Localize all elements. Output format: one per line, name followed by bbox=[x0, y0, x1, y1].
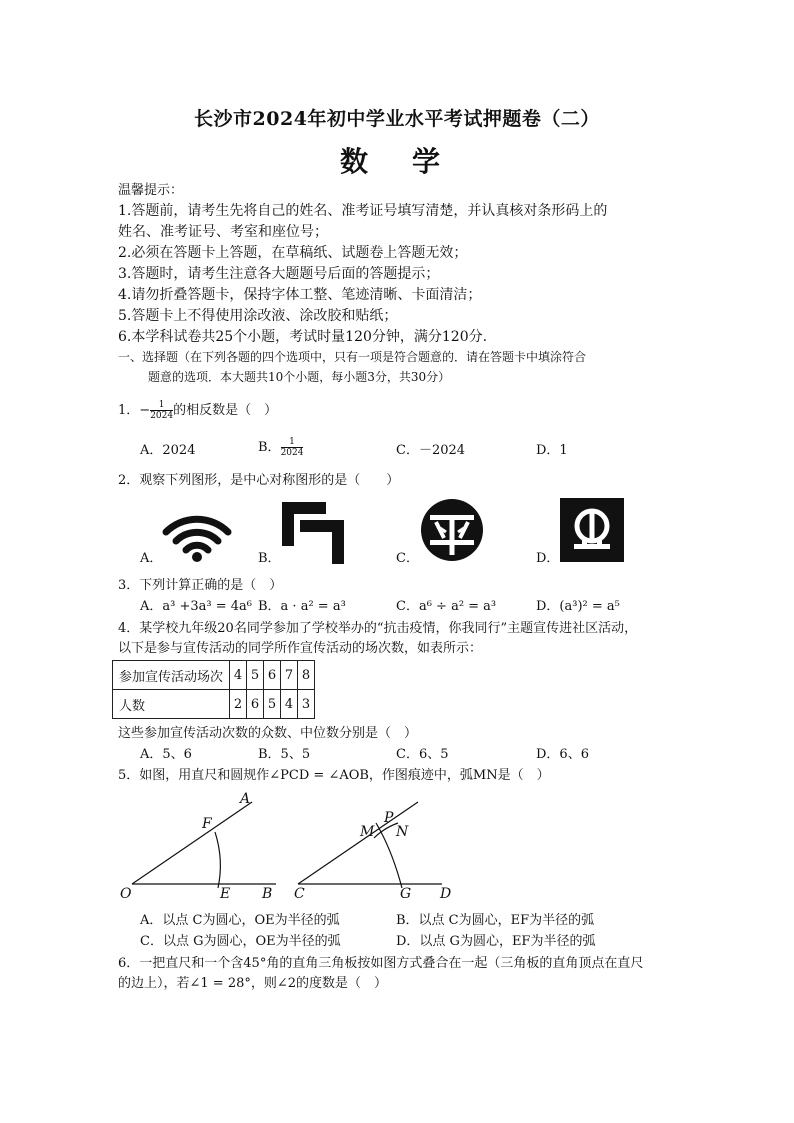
table-cell: 4 bbox=[230, 661, 247, 690]
table-cell: 4 bbox=[281, 690, 298, 719]
label-m: M bbox=[360, 824, 375, 840]
q5-option-c[interactable]: C．以点 G为圆心，OE为半径的弧 bbox=[140, 934, 341, 949]
q1-option-d[interactable]: D．1 bbox=[536, 443, 568, 458]
q1-frac-num: 1 bbox=[158, 400, 165, 410]
q5-option-b[interactable]: B．以点 C为圆心，EF为半径的弧 bbox=[396, 913, 595, 928]
q4-option-a[interactable]: A．5、6 bbox=[140, 747, 192, 762]
tip-line: 5.答题卡上不得使用涂改液、涂改胶和贴纸； bbox=[118, 308, 398, 324]
label-e: E bbox=[220, 886, 231, 902]
question-6-stem-cont: 的边上），若∠1 = 28°，则∠2的度数是（ ） bbox=[118, 976, 388, 991]
q3-option-b[interactable]: B．a · a² = a³ bbox=[258, 599, 346, 614]
q1-option-a[interactable]: A．2024 bbox=[140, 443, 196, 458]
arc-ef bbox=[215, 832, 220, 888]
section-heading-cont: 题意的选项．本大题共10个小题，每小题3分，共30分） bbox=[148, 370, 451, 384]
question-5-stem: 5．如图，用直尺和圆规作∠PCD = ∠AOB，作图痕迹中，弧MN是（ ） bbox=[118, 768, 550, 783]
table-cell: 5 bbox=[247, 661, 264, 690]
q2-option-d[interactable]: D． bbox=[536, 551, 560, 566]
label-n: N bbox=[396, 824, 409, 840]
question-4-stem-cont: 以下是参与宣传活动的同学所作宣传活动的场次数，如表所示： bbox=[118, 641, 483, 656]
q1-stem-text: 的相反数是（ ） bbox=[173, 403, 278, 418]
ray-oa bbox=[132, 802, 252, 884]
q5-option-a[interactable]: A．以点 C为圆心，OE为半径的弧 bbox=[140, 913, 340, 928]
label-o: O bbox=[120, 886, 132, 902]
ray-cp bbox=[298, 802, 418, 884]
question-6-stem: 6．一把直尺和一个含45°角的直角三角板按如图方式叠合在一起（三角板的直角顶点在直尺 bbox=[118, 956, 644, 971]
table-cell: 7 bbox=[281, 661, 298, 690]
q1-option-b-fraction bbox=[281, 437, 304, 458]
tips-heading: 温馨提示： bbox=[118, 183, 184, 198]
table-cell: 3 bbox=[298, 690, 315, 719]
railway-logo-icon bbox=[560, 498, 624, 562]
q1-frac-den: 2024 bbox=[150, 411, 174, 421]
q4-option-d[interactable]: D．6、6 bbox=[536, 747, 589, 762]
label-b: B bbox=[262, 886, 273, 902]
q5-option-d[interactable]: D．以点 G为圆心，EF为半径的弧 bbox=[396, 934, 596, 949]
q1-fraction bbox=[150, 400, 173, 421]
table-row-label: 人数 bbox=[113, 690, 230, 719]
q1-option-b-label: B． bbox=[258, 440, 281, 455]
exam-title: 长沙市2024年初中学业水平考试押题卷（二） bbox=[194, 108, 600, 130]
q2-option-a[interactable]: A． bbox=[140, 551, 163, 566]
table-cell: 6 bbox=[247, 690, 264, 719]
tip-line: 4.请勿折叠答题卡，保持字体工整、笔迹清晰、卡面清洁； bbox=[118, 287, 482, 303]
q1-b-num: 1 bbox=[289, 437, 295, 447]
q1-number: 1． bbox=[118, 403, 140, 418]
q4-option-c[interactable]: C．6、5 bbox=[396, 747, 449, 762]
q1-option-b[interactable] bbox=[258, 437, 303, 458]
tip-line: 3.答题时，请考生注意各大题题号后面的答题提示； bbox=[118, 266, 440, 282]
q4-option-b[interactable]: B．5、5 bbox=[258, 747, 311, 762]
tip-line: 6.本学科试卷共25个小题，考试时量120分钟，满分120分. bbox=[118, 329, 488, 345]
table-row bbox=[113, 690, 315, 719]
question-2-stem: 2．观察下列图形，是中心对称图形的是（ ） bbox=[118, 473, 400, 488]
label-p: P bbox=[384, 810, 394, 826]
q5-geometry-figure bbox=[112, 790, 472, 905]
q3-option-a[interactable]: A．a³ +3a³ = 4a⁶ bbox=[140, 599, 252, 614]
q1-b-den: 2024 bbox=[280, 448, 304, 458]
question-3-stem: 3．下列计算正确的是（ ） bbox=[118, 578, 283, 593]
q3-option-c[interactable]: C．a⁶ ÷ a² = a³ bbox=[396, 599, 497, 614]
label-a: A bbox=[240, 791, 251, 807]
question-4-stem-end: 这些参加宣传活动次数的众数、中位数分别是（ ） bbox=[118, 726, 418, 741]
q2-option-b[interactable]: B． bbox=[258, 551, 281, 566]
question-4-stem: 4．某学校九年级20名同学参加了学校举办的“抗击疫情，你我同行”主题宣传进社区活动， bbox=[118, 621, 638, 636]
table-row bbox=[113, 661, 315, 690]
section-heading: 一、选择题（在下列各题的四个选项中，只有一项是符合题意的．请在答题卡中填涂符合 bbox=[118, 350, 587, 364]
table-row-label: 参加宣传活动场次 bbox=[113, 661, 230, 690]
label-c: C bbox=[294, 886, 305, 902]
tip-line: 1.答题前，请考生先将自己的姓名、准考证号填写清楚，并认真核对条形码上的 bbox=[118, 203, 608, 219]
question-1-stem bbox=[118, 400, 277, 421]
metro-logo-icon bbox=[420, 498, 484, 562]
label-f: F bbox=[202, 816, 212, 832]
corner-shapes-icon bbox=[282, 502, 344, 564]
wifi-icon bbox=[160, 506, 234, 562]
label-d: D bbox=[440, 886, 452, 902]
table-cell: 8 bbox=[298, 661, 315, 690]
table-cell: 6 bbox=[264, 661, 281, 690]
q2-option-c[interactable]: C． bbox=[396, 551, 419, 566]
tip-line: 姓名、准考证号、考室和座位号； bbox=[118, 224, 328, 240]
table-cell: 2 bbox=[230, 690, 247, 719]
q4-data-table bbox=[112, 660, 315, 719]
label-g: G bbox=[400, 886, 412, 902]
q1-minus: − bbox=[139, 403, 151, 418]
q3-option-d[interactable]: D．(a³)² = a⁵ bbox=[536, 599, 620, 614]
q1-option-c[interactable]: C．－2024 bbox=[396, 443, 466, 458]
subject-title: 数学 bbox=[340, 145, 485, 178]
table-cell: 5 bbox=[264, 690, 281, 719]
tip-line: 2.必须在答题卡上答题，在草稿纸、试题卷上答题无效； bbox=[118, 245, 468, 261]
